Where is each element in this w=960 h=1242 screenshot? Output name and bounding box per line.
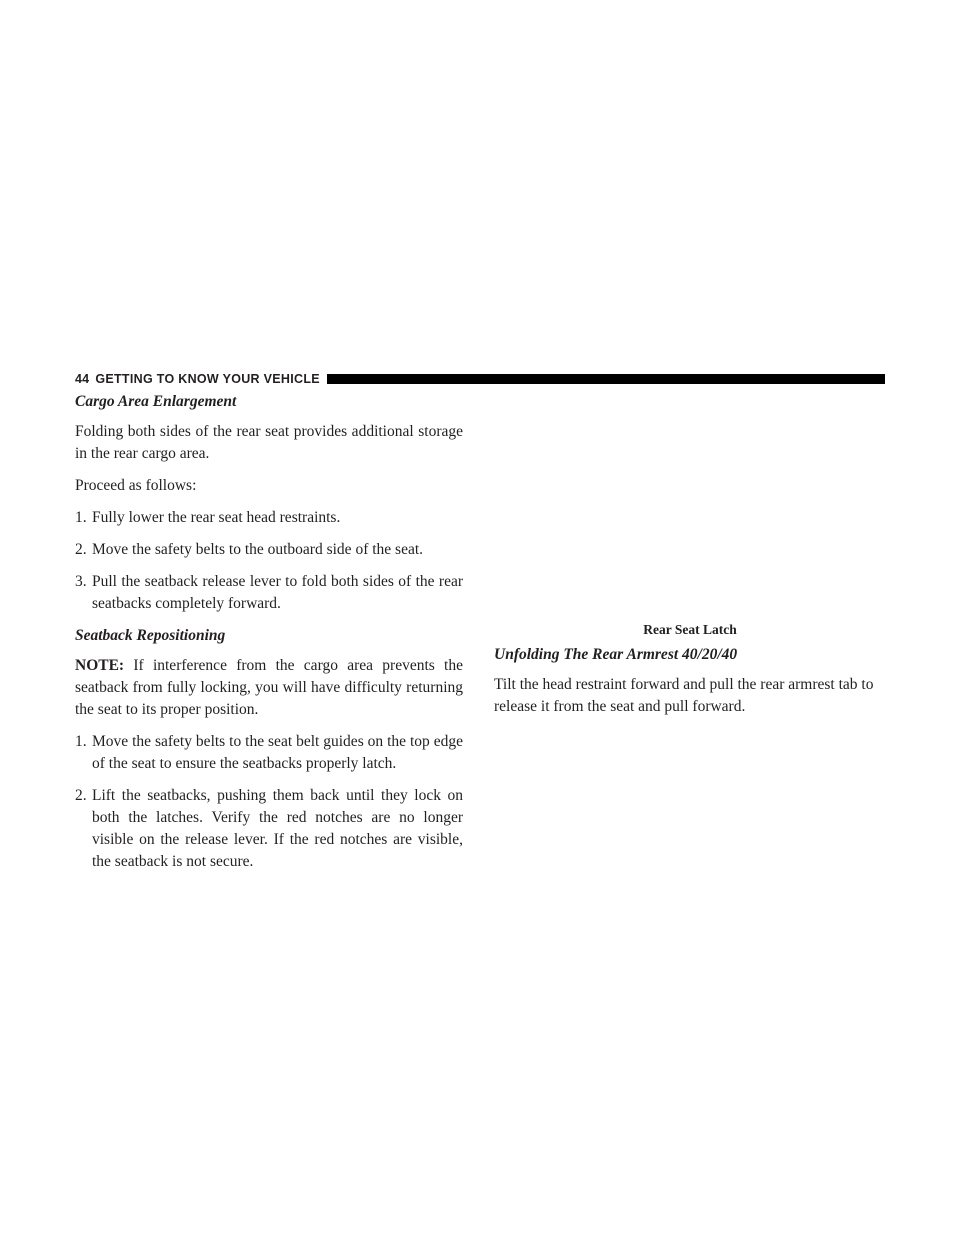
step-item <box>75 507 463 529</box>
paragraph-folding: Folding both sides of the rear seat provides additional storage in the rear cargo area. <box>75 423 463 462</box>
step-item <box>75 571 463 615</box>
header-rule <box>327 374 885 384</box>
step-number: 2. <box>75 787 87 804</box>
note-label: NOTE: <box>75 657 125 674</box>
heading-seatback-repositioning: Seatback Repositioning <box>75 627 226 644</box>
page-number: 44 <box>75 371 90 386</box>
step-text: Pull the seatback release lever to fold both sides of the rear seatbacks completely forward. <box>92 573 463 612</box>
step-item <box>75 785 463 873</box>
heading-unfolding-rear-armrest: Unfolding The Rear Armrest 40/20/40 <box>494 646 738 663</box>
step-text: Move the safety belts to the seat belt guides on the top edge of the seat to ensure the seatbacks properly latch. <box>92 733 463 772</box>
step-number: 2. <box>75 541 87 558</box>
note-text: If interference from the cargo area prevents the seatback from fully locking, you will have difficulty returning the seat to its proper position. <box>75 657 463 718</box>
step-number: 1. <box>75 509 87 526</box>
page-header <box>75 370 885 387</box>
step-text: Fully lower the rear seat head restraints. <box>92 509 341 526</box>
paragraph-proceed: Proceed as follows: <box>75 477 197 494</box>
section-title: GETTING TO KNOW YOUR VEHICLE <box>95 371 320 386</box>
step-item <box>75 731 463 775</box>
note-paragraph <box>75 655 463 721</box>
paragraph-armrest: Tilt the head restraint forward and pull the rear armrest tab to release it from the seat and pull forward. <box>494 676 874 715</box>
left-column <box>75 391 463 883</box>
figure-caption: Rear Seat Latch <box>643 622 737 637</box>
step-text: Lift the seatbacks, pushing them back until they lock on both the latches. Verify the red notches are no longer visible on the release lever. If the red notches are visible, the seatback is not secure. <box>92 787 463 870</box>
step-text: Move the safety belts to the outboard side of the seat. <box>92 541 424 558</box>
step-number: 1. <box>75 733 87 750</box>
heading-cargo-area-enlargement: Cargo Area Enlargement <box>75 393 237 410</box>
right-column <box>494 622 886 728</box>
step-number: 3. <box>75 573 87 590</box>
step-item <box>75 539 463 561</box>
